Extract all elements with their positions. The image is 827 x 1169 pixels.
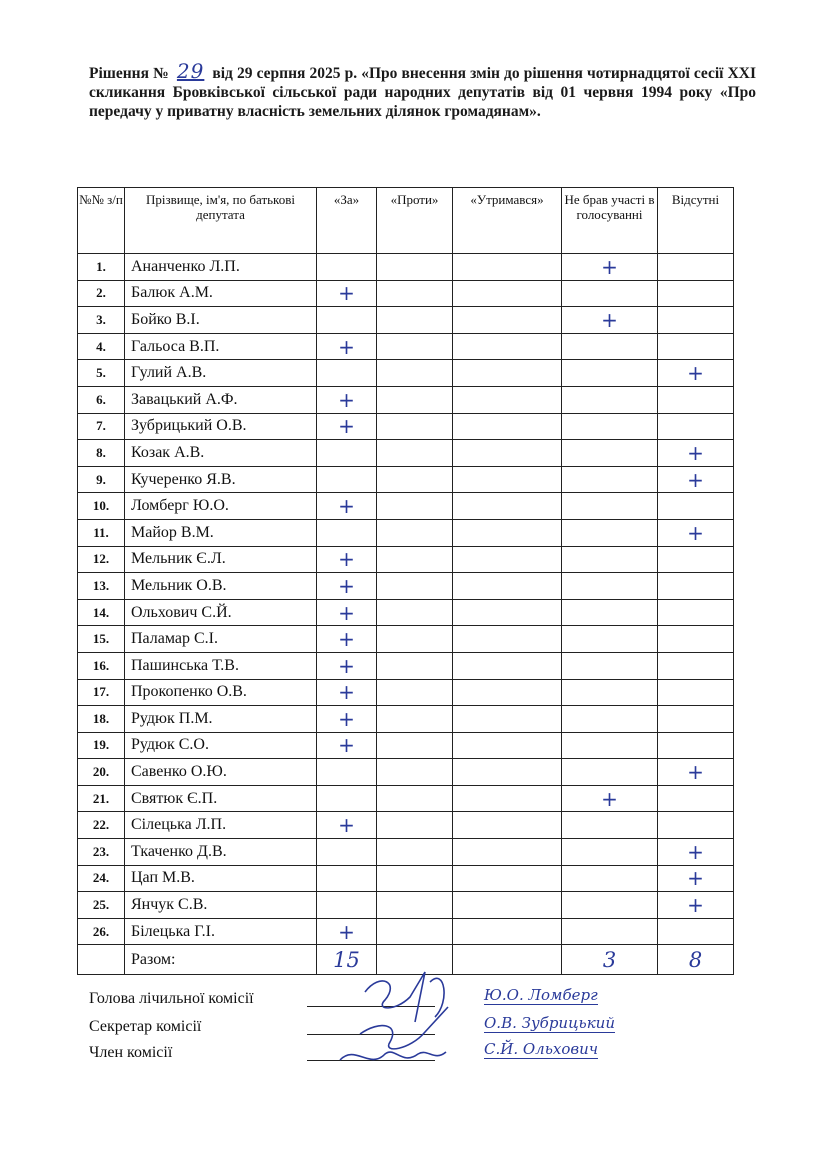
vote-cell-for	[317, 573, 377, 600]
decision-prefix: Рішення №	[89, 65, 169, 82]
table-row	[78, 254, 734, 281]
vote-cell-absent	[658, 466, 734, 493]
vote-cell-for	[317, 466, 377, 493]
signature-role: Секретар комісії	[89, 1018, 202, 1035]
vote-cell-absent	[658, 573, 734, 600]
vote-mark: +	[338, 547, 355, 572]
vote-mark: +	[338, 653, 355, 678]
vote-cell-abstained	[453, 546, 562, 573]
vote-cell-abstained	[453, 918, 562, 945]
vote-cell-not-voted	[562, 519, 658, 546]
deputy-name: Рудюк С.О.	[125, 732, 317, 759]
vote-cell-against	[377, 360, 453, 387]
row-number: 5.	[78, 360, 125, 387]
vote-cell-for	[317, 892, 377, 919]
row-number: 7.	[78, 413, 125, 440]
vote-mark: +	[687, 467, 704, 492]
row-number: 14.	[78, 599, 125, 626]
deputy-name: Балюк А.М.	[125, 280, 317, 307]
vote-cell-for	[317, 333, 377, 360]
table-row	[78, 759, 734, 786]
deputy-name: Ткаченко Д.В.	[125, 839, 317, 866]
vote-cell-not-voted	[562, 865, 658, 892]
deputy-name: Ананченко Л.П.	[125, 254, 317, 281]
vote-cell-for	[317, 626, 377, 653]
vote-cell-for	[317, 440, 377, 467]
row-number: 3.	[78, 307, 125, 334]
vote-cell-against	[377, 785, 453, 812]
vote-mark: +	[601, 307, 618, 332]
signature-name: С.Й. Ольхович	[484, 1040, 599, 1058]
row-number: 17.	[78, 679, 125, 706]
decision-number: 29	[176, 59, 205, 83]
row-number: 24.	[78, 865, 125, 892]
table-row	[78, 519, 734, 546]
vote-cell-absent	[658, 785, 734, 812]
vote-cell-against	[377, 812, 453, 839]
vote-cell-absent	[658, 599, 734, 626]
vote-cell-absent	[658, 918, 734, 945]
row-number: 22.	[78, 812, 125, 839]
row-number: 6.	[78, 386, 125, 413]
vote-cell-abstained	[453, 386, 562, 413]
row-number: 13.	[78, 573, 125, 600]
vote-cell-absent	[658, 440, 734, 467]
row-number: 9.	[78, 466, 125, 493]
vote-cell-against	[377, 759, 453, 786]
vote-cell-against	[377, 519, 453, 546]
decision-header	[89, 59, 757, 121]
vote-cell-abstained	[453, 679, 562, 706]
vote-cell-against	[377, 918, 453, 945]
vote-cell-against	[377, 626, 453, 653]
deputy-name: Білецька Г.І.	[125, 918, 317, 945]
table-row	[78, 386, 734, 413]
table-row	[78, 493, 734, 520]
row-number: 26.	[78, 918, 125, 945]
vote-cell-absent	[658, 865, 734, 892]
vote-mark: +	[338, 733, 355, 758]
total-not-voted: 3	[562, 945, 658, 975]
vote-cell-not-voted	[562, 466, 658, 493]
vote-cell-for	[317, 812, 377, 839]
vote-cell-against	[377, 466, 453, 493]
vote-cell-absent	[658, 333, 734, 360]
vote-cell-against	[377, 413, 453, 440]
signature-name: Ю.О. Ломберг	[484, 986, 598, 1004]
vote-cell-abstained	[453, 254, 562, 281]
table-row	[78, 652, 734, 679]
vote-cell-not-voted	[562, 599, 658, 626]
deputy-name: Святюк Є.П.	[125, 785, 317, 812]
vote-cell-for	[317, 360, 377, 387]
table-row	[78, 360, 734, 387]
table-row	[78, 599, 734, 626]
vote-cell-for	[317, 280, 377, 307]
signature-name: О.В. Зубрицький	[484, 1014, 616, 1032]
vote-mark: +	[601, 786, 618, 811]
table-body	[78, 254, 734, 945]
table-row	[78, 679, 734, 706]
vote-cell-for	[317, 386, 377, 413]
vote-cell-abstained	[453, 573, 562, 600]
row-number: 19.	[78, 732, 125, 759]
vote-cell-absent	[658, 546, 734, 573]
vote-cell-for	[317, 599, 377, 626]
vote-cell-for	[317, 254, 377, 281]
vote-cell-absent	[658, 759, 734, 786]
vote-cell-absent	[658, 307, 734, 334]
deputy-name: Мельник О.В.	[125, 573, 317, 600]
vote-cell-not-voted	[562, 652, 658, 679]
vote-cell-for	[317, 519, 377, 546]
signature-role: Член комісії	[89, 1044, 173, 1061]
header-name: Прізвище, ім'я, по батькові депутата	[125, 188, 317, 254]
decision-title: від 29 серпня 2025 р. «Про внесення змін до рішення чотирнадцятої сесії ХХІ скликання Бровківської сільської ради народних депутатів від 01 червня 1994 року «Про передачу у приватну власність земельних ділянок громадянам».	[89, 65, 757, 120]
vote-cell-against	[377, 254, 453, 281]
vote-cell-abstained	[453, 785, 562, 812]
table-row	[78, 573, 734, 600]
vote-cell-abstained	[453, 413, 562, 440]
vote-cell-against	[377, 280, 453, 307]
vote-cell-absent	[658, 812, 734, 839]
vote-cell-against	[377, 333, 453, 360]
table-row	[78, 918, 734, 945]
vote-cell-absent	[658, 839, 734, 866]
deputy-name: Цап М.В.	[125, 865, 317, 892]
vote-cell-abstained	[453, 865, 562, 892]
vote-cell-for	[317, 918, 377, 945]
table-row	[78, 307, 734, 334]
deputy-name: Завацький А.Ф.	[125, 386, 317, 413]
vote-cell-for	[317, 785, 377, 812]
vote-cell-for	[317, 652, 377, 679]
vote-cell-abstained	[453, 307, 562, 334]
vote-cell-abstained	[453, 519, 562, 546]
vote-cell-not-voted	[562, 892, 658, 919]
vote-mark: +	[338, 680, 355, 705]
vote-mark: +	[338, 919, 355, 944]
vote-mark: +	[338, 706, 355, 731]
table-row	[78, 865, 734, 892]
vote-cell-abstained	[453, 466, 562, 493]
vote-cell-not-voted	[562, 732, 658, 759]
vote-cell-abstained	[453, 892, 562, 919]
vote-cell-not-voted	[562, 679, 658, 706]
deputy-name: Кучеренко Я.В.	[125, 466, 317, 493]
vote-cell-abstained	[453, 360, 562, 387]
vote-cell-not-voted	[562, 493, 658, 520]
row-number: 11.	[78, 519, 125, 546]
table-row	[78, 785, 734, 812]
vote-cell-against	[377, 652, 453, 679]
vote-cell-not-voted	[562, 413, 658, 440]
table-row	[78, 413, 734, 440]
vote-cell-abstained	[453, 812, 562, 839]
vote-cell-absent	[658, 493, 734, 520]
row-number: 23.	[78, 839, 125, 866]
vote-cell-against	[377, 732, 453, 759]
table-row	[78, 839, 734, 866]
vote-cell-for	[317, 865, 377, 892]
vote-cell-not-voted	[562, 812, 658, 839]
vote-cell-abstained	[453, 333, 562, 360]
header-for: «За»	[317, 188, 377, 254]
voting-table	[77, 187, 734, 975]
vote-cell-absent	[658, 280, 734, 307]
deputy-name: Козак А.В.	[125, 440, 317, 467]
vote-cell-not-voted	[562, 573, 658, 600]
vote-cell-not-voted	[562, 386, 658, 413]
header-not-voted: Не брав участі в голосуванні	[562, 188, 658, 254]
vote-cell-abstained	[453, 280, 562, 307]
vote-cell-not-voted	[562, 626, 658, 653]
vote-cell-absent	[658, 626, 734, 653]
vote-cell-absent	[658, 679, 734, 706]
vote-mark: +	[338, 627, 355, 652]
vote-cell-not-voted	[562, 839, 658, 866]
deputy-name: Гулий А.В.	[125, 360, 317, 387]
vote-cell-not-voted	[562, 546, 658, 573]
deputy-name: Ломберг Ю.О.	[125, 493, 317, 520]
vote-cell-not-voted	[562, 440, 658, 467]
vote-cell-against	[377, 573, 453, 600]
vote-cell-against	[377, 599, 453, 626]
vote-cell-for	[317, 546, 377, 573]
vote-cell-for	[317, 679, 377, 706]
vote-cell-for	[317, 307, 377, 334]
vote-cell-absent	[658, 413, 734, 440]
vote-mark: +	[687, 893, 704, 918]
vote-mark: +	[338, 334, 355, 359]
row-number: 25.	[78, 892, 125, 919]
table-row	[78, 812, 734, 839]
vote-cell-absent	[658, 652, 734, 679]
vote-cell-for	[317, 839, 377, 866]
table-row	[78, 732, 734, 759]
row-number: 10.	[78, 493, 125, 520]
row-number: 18.	[78, 706, 125, 733]
vote-cell-not-voted	[562, 307, 658, 334]
deputy-name: Майор В.М.	[125, 519, 317, 546]
vote-cell-absent	[658, 254, 734, 281]
totals-label: Разом:	[125, 945, 317, 975]
deputy-name: Савенко О.Ю.	[125, 759, 317, 786]
header-against: «Проти»	[377, 188, 453, 254]
vote-cell-for	[317, 413, 377, 440]
vote-cell-not-voted	[562, 918, 658, 945]
vote-cell-against	[377, 546, 453, 573]
table-row	[78, 626, 734, 653]
total-absent: 8	[658, 945, 734, 975]
vote-cell-abstained	[453, 759, 562, 786]
deputy-name: Зубрицький О.В.	[125, 413, 317, 440]
table-row	[78, 892, 734, 919]
vote-cell-abstained	[453, 626, 562, 653]
vote-cell-abstained	[453, 440, 562, 467]
vote-mark: +	[338, 494, 355, 519]
vote-cell-for	[317, 493, 377, 520]
header-absent: Відсутні	[658, 188, 734, 254]
row-number: 21.	[78, 785, 125, 812]
vote-cell-for	[317, 759, 377, 786]
vote-cell-abstained	[453, 652, 562, 679]
vote-mark: +	[687, 760, 704, 785]
table-row	[78, 466, 734, 493]
table-row	[78, 440, 734, 467]
vote-mark: +	[687, 440, 704, 465]
vote-mark: +	[338, 414, 355, 439]
header-abstained: «Утримався»	[453, 188, 562, 254]
row-number: 4.	[78, 333, 125, 360]
vote-cell-not-voted	[562, 254, 658, 281]
table-header-row	[78, 188, 734, 254]
vote-cell-abstained	[453, 732, 562, 759]
vote-cell-against	[377, 839, 453, 866]
vote-cell-not-voted	[562, 333, 658, 360]
vote-cell-against	[377, 307, 453, 334]
vote-cell-absent	[658, 360, 734, 387]
header-number: №№ з/п	[78, 188, 125, 254]
vote-mark: +	[338, 387, 355, 412]
handwritten-signatures	[330, 962, 500, 1092]
totals-number-cell	[78, 945, 125, 975]
vote-cell-absent	[658, 386, 734, 413]
vote-cell-not-voted	[562, 280, 658, 307]
deputy-name: Прокопенко О.В.	[125, 679, 317, 706]
row-number: 1.	[78, 254, 125, 281]
total-for: 15	[317, 945, 377, 975]
deputy-name: Ольхович С.Й.	[125, 599, 317, 626]
vote-cell-against	[377, 386, 453, 413]
deputy-name: Паламар С.І.	[125, 626, 317, 653]
vote-cell-not-voted	[562, 360, 658, 387]
vote-mark: +	[687, 520, 704, 545]
deputy-name: Бойко В.І.	[125, 307, 317, 334]
row-number: 15.	[78, 626, 125, 653]
row-number: 12.	[78, 546, 125, 573]
vote-cell-absent	[658, 519, 734, 546]
vote-cell-abstained	[453, 599, 562, 626]
vote-cell-against	[377, 679, 453, 706]
vote-cell-not-voted	[562, 759, 658, 786]
vote-mark: +	[338, 281, 355, 306]
vote-cell-for	[317, 732, 377, 759]
row-number: 20.	[78, 759, 125, 786]
row-number: 8.	[78, 440, 125, 467]
deputy-name: Янчук С.В.	[125, 892, 317, 919]
vote-cell-not-voted	[562, 785, 658, 812]
vote-cell-abstained	[453, 493, 562, 520]
table-row	[78, 546, 734, 573]
vote-cell-absent	[658, 732, 734, 759]
vote-cell-absent	[658, 892, 734, 919]
vote-mark: +	[338, 600, 355, 625]
vote-cell-against	[377, 706, 453, 733]
vote-cell-against	[377, 493, 453, 520]
vote-mark: +	[687, 866, 704, 891]
vote-cell-abstained	[453, 706, 562, 733]
vote-cell-absent	[658, 706, 734, 733]
deputy-name: Рудюк П.М.	[125, 706, 317, 733]
vote-cell-abstained	[453, 839, 562, 866]
table-row	[78, 706, 734, 733]
deputy-name: Мельник Є.Л.	[125, 546, 317, 573]
vote-cell-against	[377, 440, 453, 467]
deputy-name: Пашинська Т.В.	[125, 652, 317, 679]
vote-cell-against	[377, 892, 453, 919]
vote-cell-for	[317, 706, 377, 733]
table-row	[78, 333, 734, 360]
vote-mark: +	[601, 254, 618, 279]
table-row	[78, 280, 734, 307]
row-number: 16.	[78, 652, 125, 679]
vote-mark: +	[338, 573, 355, 598]
deputy-name: Гальоса В.П.	[125, 333, 317, 360]
row-number: 2.	[78, 280, 125, 307]
vote-cell-not-voted	[562, 706, 658, 733]
signature-role: Голова лічильної комісії	[89, 990, 254, 1007]
vote-mark: +	[687, 361, 704, 386]
deputy-name: Сілецька Л.П.	[125, 812, 317, 839]
vote-mark: +	[338, 813, 355, 838]
vote-mark: +	[687, 839, 704, 864]
vote-cell-against	[377, 865, 453, 892]
